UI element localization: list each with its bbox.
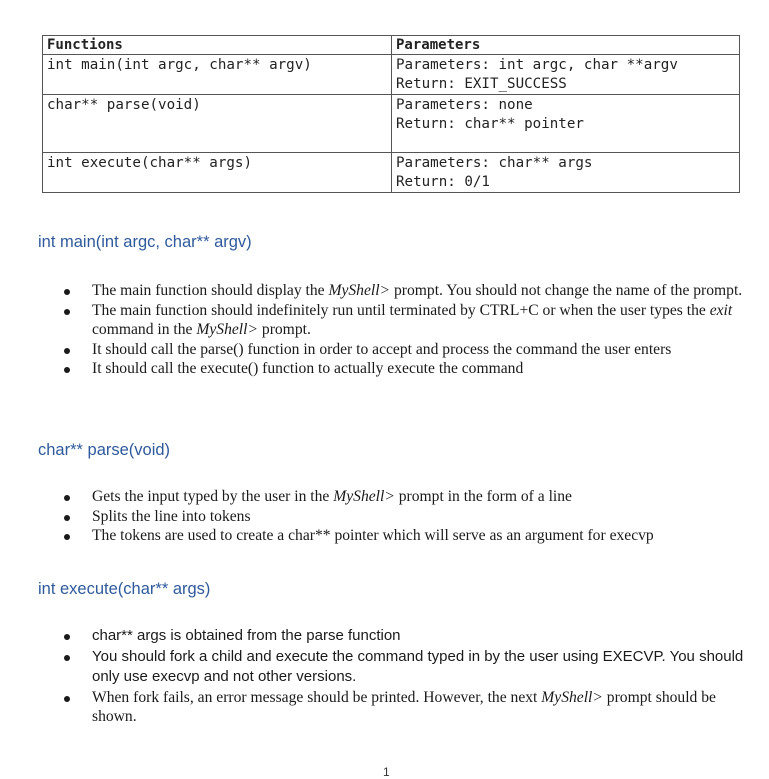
functions-table — [42, 35, 740, 193]
section-heading-execute: int execute(char** args) — [38, 580, 211, 598]
list-item: The main function should display the MyShell> prompt. You should not change the name of the prompt. — [62, 281, 744, 301]
table-cell-params — [392, 153, 740, 193]
parse-bullet-list — [62, 487, 744, 546]
execute-bullet-list — [62, 626, 744, 727]
page-number: 1 — [383, 765, 390, 779]
table-row — [43, 95, 740, 153]
list-item: The main function should indefinitely run until terminated by CTRL+C or when the user types the exit command in the MyShell> prompt. — [62, 301, 744, 340]
list-item: You should fork a child and execute the command typed in by the user using EXECVP. You should only use execvp and not other versions. — [62, 647, 744, 688]
table-row — [43, 153, 740, 193]
list-item: Gets the input typed by the user in the MyShell> prompt in the form of a line — [62, 487, 744, 507]
table-cell-params — [392, 55, 740, 95]
params-line: Parameters: none — [396, 97, 533, 113]
table-header-row — [43, 36, 740, 55]
table-header-functions: Functions — [43, 36, 392, 55]
main-bullet-list — [62, 281, 744, 379]
list-item: It should call the execute() function to actually execute the command — [62, 359, 744, 379]
table-cell-function: int main(int argc, char** argv) — [43, 55, 392, 95]
section-heading-parse: char** parse(void) — [38, 441, 171, 459]
return-line: Return: EXIT_SUCCESS — [396, 76, 567, 92]
list-item: When fork fails, an error message should be printed. However, the next MyShell> prompt should be shown. — [62, 688, 744, 727]
return-line: Return: 0/1 — [396, 174, 490, 190]
table-cell-params — [392, 95, 740, 153]
table-row — [43, 55, 740, 95]
table-header-parameters: Parameters — [392, 36, 740, 55]
table-cell-function: int execute(char** args) — [43, 153, 392, 193]
list-item: It should call the parse() function in order to accept and process the command the user enters — [62, 340, 744, 360]
list-item: char** args is obtained from the parse function — [62, 626, 744, 647]
section-heading-main: int main(int argc, char** argv) — [38, 233, 252, 251]
table-cell-function: char** parse(void) — [43, 95, 392, 153]
params-line: Parameters: int argc, char **argv — [396, 57, 678, 73]
list-item: The tokens are used to create a char** pointer which will serve as an argument for execvp — [62, 526, 744, 546]
params-line: Parameters: char** args — [396, 155, 593, 171]
list-item: Splits the line into tokens — [62, 507, 744, 527]
return-line: Return: char** pointer — [396, 116, 584, 132]
